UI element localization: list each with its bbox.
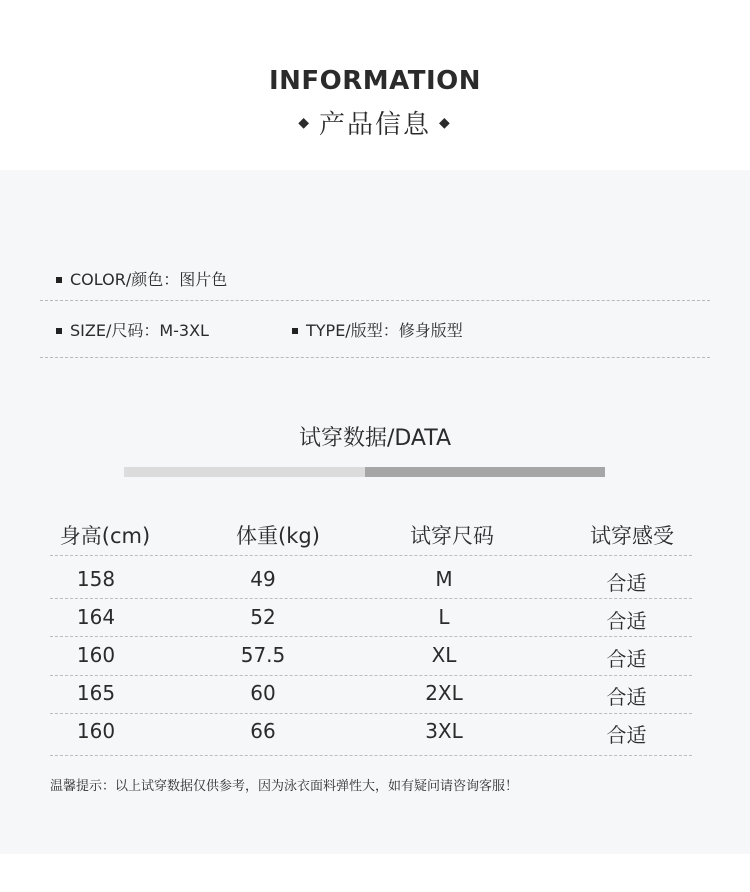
col-header-height: 身高(cm)	[59, 524, 151, 548]
cell-feel: 合适	[606, 647, 647, 671]
cell-feel: 合适	[606, 723, 647, 747]
cell-size: L	[438, 605, 450, 629]
info-color-text: COLOR/颜色：图片色	[70, 270, 228, 289]
tip-note: 温馨提示：以上试穿数据仅供参考，因为泳衣面料弹性大，如有疑问请咨询客服！	[50, 779, 519, 794]
title-en: INFORMATION	[268, 66, 482, 96]
table-divider	[50, 755, 692, 756]
diamond-icon: ◆	[298, 114, 311, 131]
table-divider	[50, 598, 692, 599]
table-divider	[50, 636, 692, 637]
info-type	[292, 318, 463, 341]
divider	[40, 300, 710, 301]
cell-height: 164	[76, 605, 116, 629]
info-size-text: SIZE/尺码：M-3XL	[70, 321, 209, 340]
cell-height: 160	[76, 643, 116, 667]
data-section-title: 试穿数据/DATA	[298, 426, 452, 451]
divider	[40, 357, 710, 358]
cell-height: 165	[76, 681, 116, 705]
cell-size: 3XL	[425, 719, 463, 743]
cell-weight: 57.5	[240, 643, 286, 667]
cell-height: 160	[76, 719, 116, 743]
table-divider	[50, 675, 692, 676]
cell-size: 2XL	[425, 681, 463, 705]
info-size	[56, 318, 209, 341]
cell-height: 158	[76, 567, 116, 591]
bullet-icon	[292, 328, 298, 334]
cell-weight: 60	[250, 681, 276, 705]
info-type-text: TYPE/版型：修身版型	[306, 321, 463, 340]
title-cn: 产品信息	[318, 110, 431, 140]
col-header-size: 试穿尺码	[410, 524, 494, 548]
cell-feel: 合适	[606, 609, 647, 633]
cell-weight: 49	[250, 567, 276, 591]
title-cn-wrap	[0, 104, 750, 141]
title-underline-light	[124, 467, 365, 477]
info-color	[56, 267, 227, 290]
bullet-icon	[56, 328, 62, 334]
bullet-icon	[56, 277, 62, 283]
diamond-icon: ◆	[439, 114, 452, 131]
title-underline-dark	[365, 467, 605, 477]
cell-weight: 66	[250, 719, 276, 743]
bottom-strip	[0, 854, 750, 892]
col-header-weight: 体重(kg)	[236, 524, 320, 548]
table-divider	[50, 713, 692, 714]
cell-feel: 合适	[606, 571, 647, 595]
header	[0, 0, 750, 170]
col-header-feel: 试穿感受	[590, 524, 674, 548]
cell-feel: 合适	[606, 685, 647, 709]
table-divider	[50, 555, 692, 556]
cell-size: M	[435, 567, 453, 591]
cell-size: XL	[431, 643, 457, 667]
cell-weight: 52	[250, 605, 276, 629]
